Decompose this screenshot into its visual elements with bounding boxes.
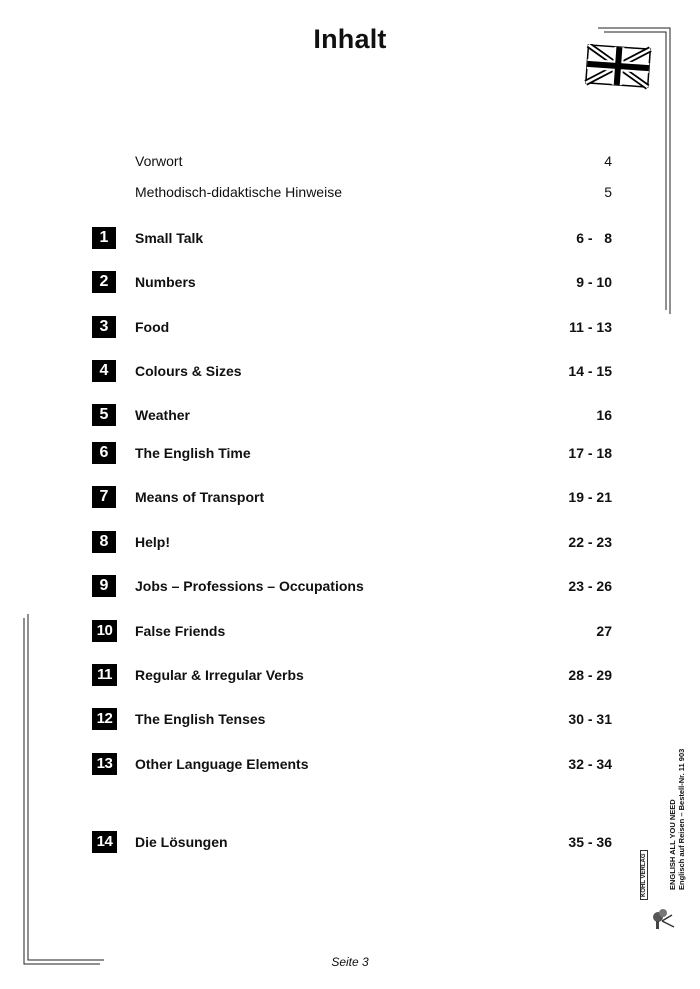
toc-row-didactic-notes[interactable] (92, 181, 612, 203)
page-number-footer: Seite 3 (331, 955, 369, 969)
toc-label: The English Time (135, 445, 251, 461)
toc-label: Weather (135, 407, 190, 423)
toc-pages: 9 - 10 (576, 274, 612, 290)
chapter-number-badge: 4 (92, 360, 116, 382)
toc-pages: 17 - 18 (568, 445, 612, 461)
side-imprint-title: ENGLISH ALL YOU NEED (668, 799, 677, 890)
chapter-number-badge: 13 (92, 753, 117, 775)
toc-label: Colours & Sizes (135, 363, 242, 379)
toc-label: False Friends (135, 623, 226, 639)
toc-row-chapter-14[interactable] (92, 831, 612, 853)
toc-pages: 23 - 26 (568, 578, 612, 594)
toc-label: Jobs – Professions – Occupations (135, 578, 364, 594)
toc-row-chapter-5[interactable] (92, 404, 612, 426)
toc-row-chapter-1[interactable] (92, 227, 612, 249)
toc-label: Means of Transport (135, 489, 265, 505)
chapter-number-badge: 10 (92, 620, 117, 642)
page-title: Inhalt (313, 24, 387, 54)
toc-pages: 5 (604, 184, 612, 200)
toc-label: Help! (135, 534, 170, 550)
toc-pages: 11 - 13 (569, 319, 612, 335)
publisher-name: KOHL VERLAG (640, 850, 648, 900)
toc-label: Die Lösungen (135, 834, 228, 850)
toc-row-chapter-8[interactable] (92, 531, 612, 553)
chapter-number-badge: 14 (92, 831, 117, 853)
toc-pages: 4 (604, 153, 612, 169)
toc-label: Methodisch-didaktische Hinweise (135, 184, 342, 200)
toc-label: The English Tenses (135, 711, 266, 727)
toc-label: Numbers (135, 274, 196, 290)
chapter-number-badge: 2 (92, 271, 116, 293)
chapter-number-badge: 7 (92, 486, 116, 508)
side-imprint (668, 680, 686, 890)
toc-row-chapter-3[interactable] (92, 316, 612, 338)
toc-pages: 6 - 8 (576, 230, 612, 246)
side-imprint-subtitle: Englisch auf Reisen – Bestell-Nr. 11 903 (677, 748, 686, 890)
toc-row-chapter-6[interactable] (92, 442, 612, 464)
toc-pages: 30 - 31 (568, 711, 612, 727)
toc-pages: 14 - 15 (568, 363, 612, 379)
toc-pages: 22 - 23 (568, 534, 612, 550)
chapter-number-badge: 5 (92, 404, 116, 426)
toc-pages: 16 (596, 407, 612, 423)
toc-label: Regular & Irregular Verbs (135, 667, 304, 683)
toc-row-chapter-4[interactable] (92, 360, 612, 382)
chapter-number-badge: 3 (92, 316, 116, 338)
toc-row-chapter-2[interactable] (92, 271, 612, 293)
toc-label: Small Talk (135, 230, 204, 246)
toc-row-chapter-10[interactable] (92, 620, 612, 642)
toc-pages: 35 - 36 (568, 834, 612, 850)
toc-pages: 32 - 34 (568, 756, 612, 772)
toc-pages: 19 - 21 (568, 489, 612, 505)
toc-row-chapter-7[interactable] (92, 486, 612, 508)
toc-label: Food (135, 319, 170, 335)
toc-label: Other Language Elements (135, 756, 309, 772)
chapter-number-badge: 11 (92, 664, 117, 686)
toc-pages: 28 - 29 (568, 667, 612, 683)
chapter-number-badge: 9 (92, 575, 116, 597)
toc-pages: 27 (596, 623, 612, 639)
toc-row-chapter-13[interactable] (92, 753, 612, 775)
toc-row-chapter-12[interactable] (92, 708, 612, 730)
chapter-number-badge: 6 (92, 442, 116, 464)
chapter-number-badge: 8 (92, 531, 116, 553)
toc-label: Vorwort (135, 153, 183, 169)
chapter-number-badge: 1 (92, 227, 116, 249)
toc-row-foreword[interactable] (92, 150, 612, 172)
toc-row-chapter-9[interactable] (92, 575, 612, 597)
chapter-number-badge: 12 (92, 708, 117, 730)
publisher-logo-icon (648, 903, 676, 931)
toc-row-chapter-11[interactable] (92, 664, 612, 686)
